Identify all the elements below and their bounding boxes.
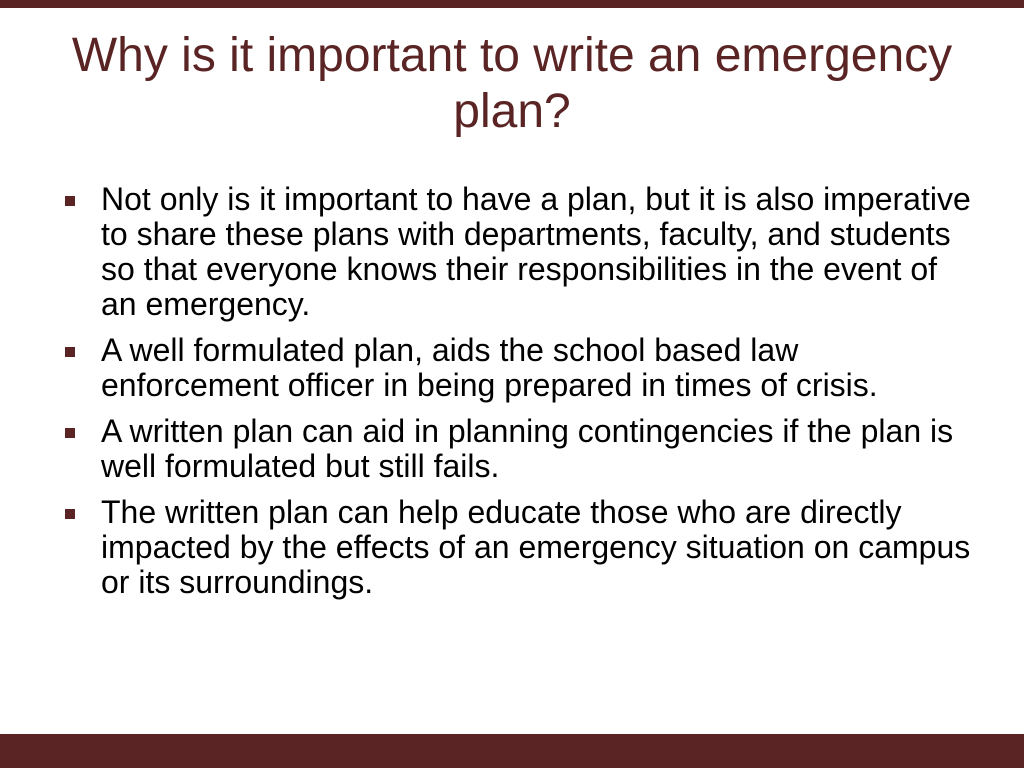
square-bullet-icon: [65, 428, 75, 438]
bullet-item: [62, 414, 972, 484]
slide-title: Why is it important to write an emergency plan?: [71, 29, 953, 138]
bottom-accent-bar: [0, 734, 1024, 768]
square-bullet-icon: [65, 347, 75, 357]
bullet-item: [62, 182, 972, 322]
bullet-list: [62, 182, 972, 611]
top-accent-bar: [0, 0, 1024, 8]
square-bullet-icon: [65, 196, 75, 206]
bullet-text: A written plan can aid in planning contingencies if the plan is well formulated but still fails.: [101, 413, 954, 484]
bullet-item: [62, 333, 972, 403]
square-bullet-icon: [65, 509, 75, 519]
bullet-text: The written plan can help educate those who are directly impacted by the effects of an emergency situation on campus or its surroundings.: [101, 494, 971, 600]
bullet-item: [62, 495, 972, 600]
bullet-text: Not only is it important to have a plan, but it is also imperative to share these plans with departments, faculty, and students so that everyone knows their responsibilities in the event of an emergency.: [101, 181, 971, 322]
bullet-text: A well formulated plan, aids the school based law enforcement officer in being prepared in times of crisis.: [101, 332, 878, 403]
